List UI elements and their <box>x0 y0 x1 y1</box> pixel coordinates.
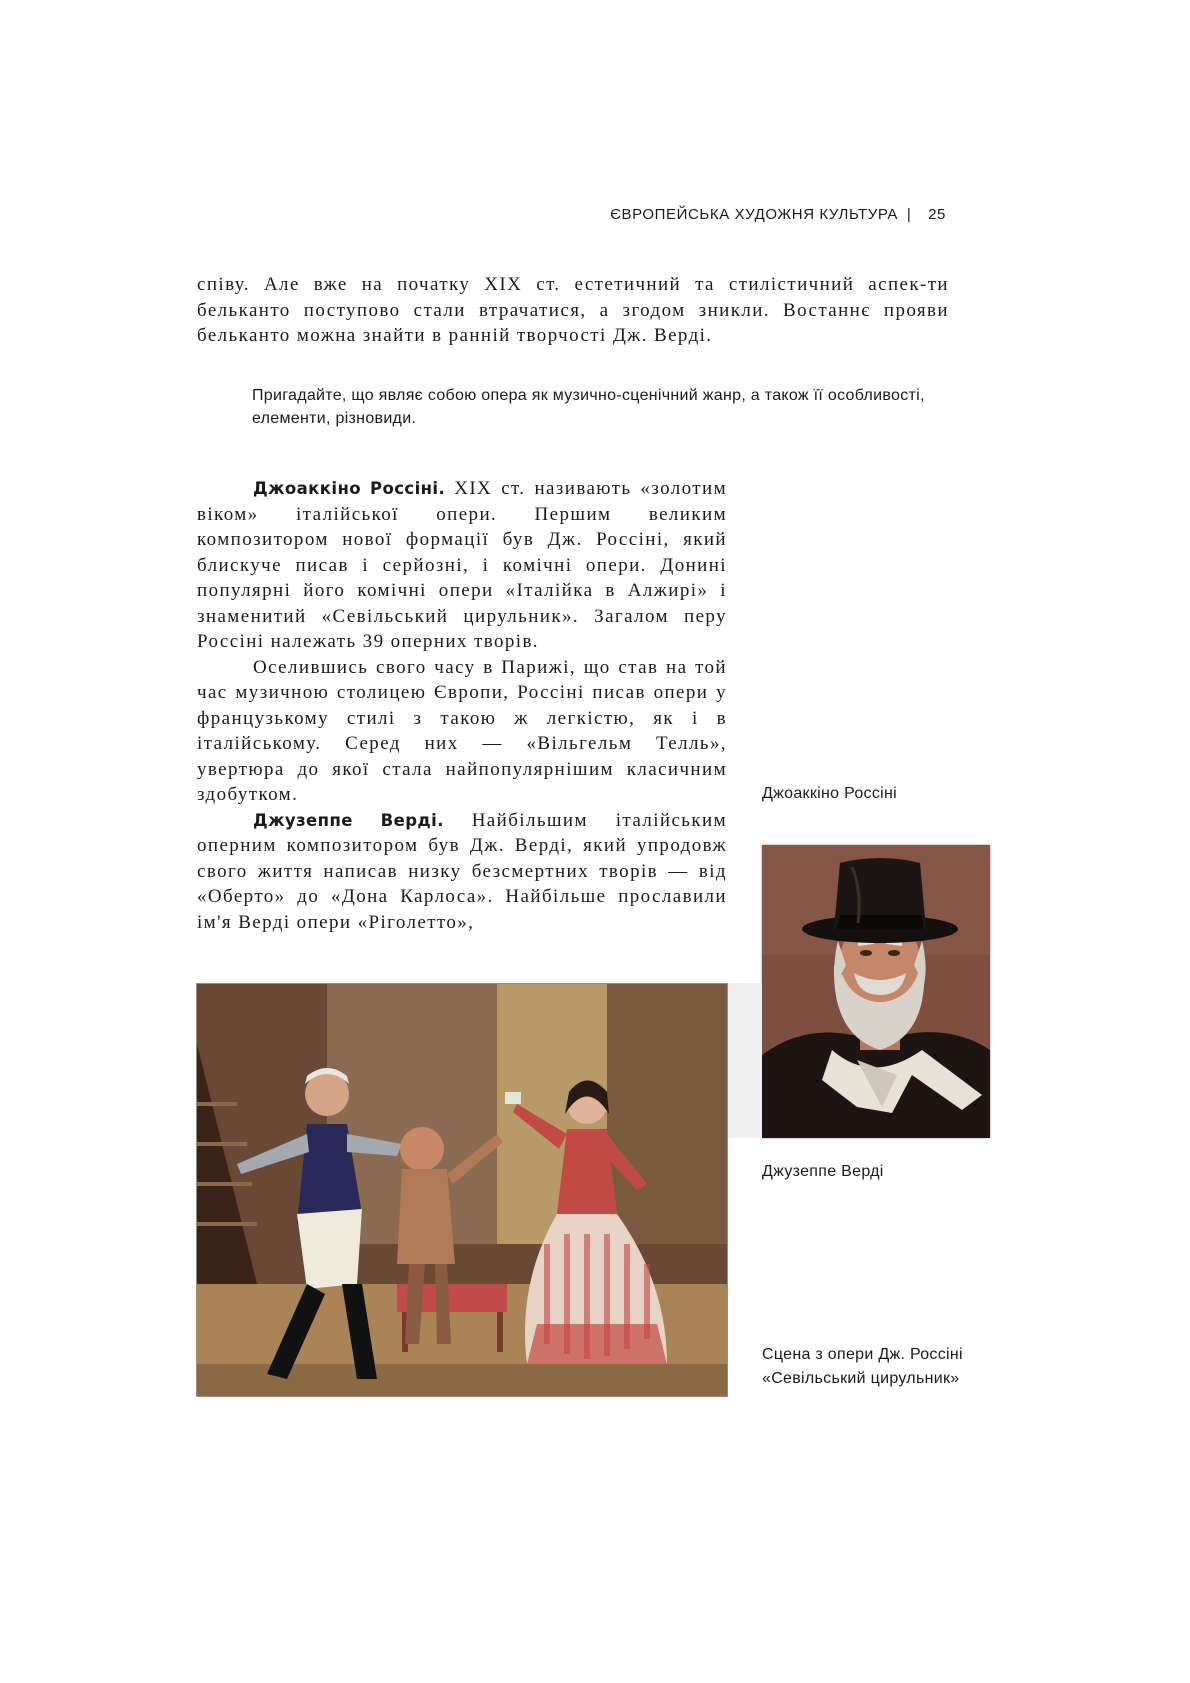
scene-caption <box>762 1343 963 1391</box>
verdi-portrait-illustration <box>762 845 990 1138</box>
rossini-paragraph-2: Оселившись свого часу в Парижі, що став на той час музичною столицею Європи, Россіні писав опери у французькому стилі з такою ж легкістю, як і в італійському. Серед них — «Вільгельм Телль», увертюра до якої стала найпопулярнішим класичним здобутком. <box>197 656 727 805</box>
verdi-paragraph <box>197 808 727 936</box>
page-number: 25 <box>928 206 946 223</box>
verdi-heading: Джузеппе Верді. <box>253 810 444 830</box>
intro-paragraph: співу. Але вже на початку XIX ст. естетичний та стилістичний аспек-ти бельканто поступово стали втрачатися, а згодом зникли. Востаннє прояви бельканто можна знайти в ранній творчості Дж. Верді. <box>197 274 949 346</box>
scene-caption-line-1: Сцена з опери Дж. Россіні <box>762 1346 963 1363</box>
rossini-paragraph-1 <box>197 476 727 655</box>
verdi-caption: Джузеппе Верді <box>762 1163 884 1180</box>
header-title: ЄВРОПЕЙСЬКА ХУДОЖНЯ КУЛЬТУРА <box>610 206 899 223</box>
header-separator: | <box>906 206 912 223</box>
rossini-heading: Джоаккіно Россіні. <box>253 479 446 498</box>
opera-scene-photo <box>196 983 728 1397</box>
scene-caption-line-2: «Севільський цирульник» <box>762 1370 960 1387</box>
running-header <box>560 206 946 223</box>
rossini-text-1: XIX ст. називають «золотим віком» італійської опери. Першим великим композитором нової формації був Дж. Россіні, який блискуче писав і серйозні, і комічні опери. Донині популярні його комічні опери «Італійка в Алжирі» і знаменитий «Севільський цирульник». Загалом перу Россіні належать 39 оперних творів. <box>197 478 728 652</box>
verdi-text: Найбільшим італійським оперним композитором був Дж. Верді, який упродовж свого життя написав низку безсмертних творів — від «Оберто» до «Дона Карлоса». Найбільше прославили ім'я Верді опери «Ріголетто», <box>197 809 727 933</box>
main-text-column <box>197 476 727 935</box>
recall-prompt: Пригадайте, що являє собою опера як музично-сценічний жанр, а також її особливості, елементи, різновиди. <box>252 387 925 427</box>
image-gap-strip <box>726 983 762 1138</box>
verdi-portrait <box>762 845 990 1138</box>
opera-scene-illustration <box>197 984 727 1396</box>
rossini-caption: Джоаккіно Россіні <box>762 785 897 802</box>
